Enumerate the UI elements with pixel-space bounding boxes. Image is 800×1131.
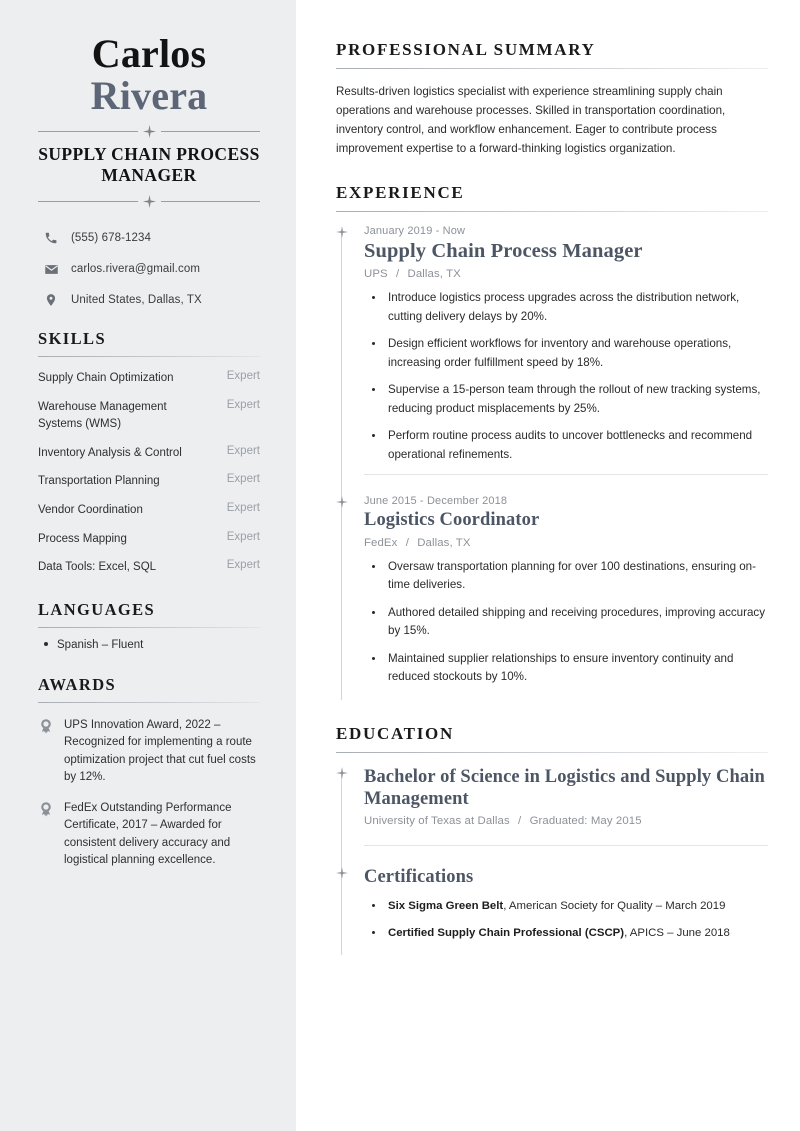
certification-name: Certified Supply Chain Professional (CSCP) bbox=[388, 926, 625, 939]
section-professional-summary bbox=[336, 40, 768, 159]
meta-separator: / bbox=[396, 268, 400, 281]
bullet-item: • Introduce logistics process upgrades across the distribution network, cutting delivery delays by 20%. bbox=[385, 289, 768, 326]
bullet-item: • Oversaw transportation planning for over 100 destinations, ensuring on-time deliveries. bbox=[385, 558, 768, 595]
first-name: Carlos bbox=[91, 31, 207, 76]
skill-name: Data Tools: Excel, SQL bbox=[38, 561, 157, 574]
spacer bbox=[336, 159, 768, 183]
meta-separator: / bbox=[405, 536, 409, 549]
degree-school: University of Texas at Dallas bbox=[364, 815, 510, 828]
skills-list bbox=[38, 370, 260, 575]
name-block bbox=[38, 0, 260, 207]
bullet-item: • Supervise a 15-person team through the rollout of new tracking systems, reducing product misplacements by 25%. bbox=[385, 381, 768, 418]
certification-detail: , American Society for Quality – March 2019 bbox=[503, 899, 726, 912]
award-medal-icon bbox=[38, 718, 54, 734]
certification-detail: , APICS – June 2018 bbox=[624, 926, 730, 939]
language-label: Spanish – Fluent bbox=[57, 638, 144, 651]
skill-item bbox=[38, 445, 260, 462]
education-item-divider bbox=[364, 845, 768, 846]
bullet-item: • Design efficient workflows for inventory and warehouse operations, increasing order fulfillment speed by 18%. bbox=[385, 335, 768, 372]
bullet-dot-icon bbox=[44, 642, 48, 646]
section-education bbox=[336, 724, 768, 955]
contact-item-location[interactable] bbox=[38, 291, 260, 309]
location-value: United States, Dallas, TX bbox=[71, 294, 202, 307]
certifications-list bbox=[364, 897, 768, 943]
spacer bbox=[336, 700, 768, 724]
summary-heading: PROFESSIONAL SUMMARY bbox=[336, 40, 596, 59]
envelope-icon bbox=[42, 260, 60, 278]
headline-job-title: SUPPLY CHAIN PROCESS MANAGER bbox=[38, 143, 260, 186]
summary-heading-rule bbox=[336, 68, 768, 69]
certifications-item bbox=[364, 866, 768, 955]
experience-item bbox=[364, 225, 768, 496]
experience-title: Supply Chain Process Manager bbox=[364, 239, 643, 262]
meta-separator: / bbox=[518, 815, 522, 828]
phone-value: (555) 678-1234 bbox=[71, 232, 152, 245]
timeline-star-icon bbox=[336, 867, 348, 879]
experience-item bbox=[364, 495, 768, 699]
skill-item bbox=[38, 531, 260, 548]
skill-name: Vendor Coordination bbox=[38, 503, 143, 516]
divider-line-right bbox=[161, 131, 261, 132]
section-awards bbox=[38, 675, 260, 870]
skill-level: Expert bbox=[226, 444, 260, 457]
degree-graduated: Graduated: May 2015 bbox=[529, 815, 642, 828]
degree-title: Bachelor of Science in Logistics and Supply Chain Management bbox=[364, 766, 765, 810]
location-pin-icon bbox=[42, 291, 60, 309]
contact-list bbox=[38, 229, 260, 309]
award-text: UPS Innovation Award, 2022 – Recognized for implementing a route optimization project that cut fuel costs by 12%. bbox=[64, 718, 256, 784]
contact-item-phone[interactable] bbox=[38, 229, 260, 247]
skill-level: Expert bbox=[226, 399, 260, 412]
skill-level: Expert bbox=[226, 501, 260, 514]
experience-meta bbox=[364, 537, 768, 549]
certification-name: Six Sigma Green Belt bbox=[388, 899, 504, 912]
skill-name: Warehouse Management Systems (WMS) bbox=[38, 401, 167, 430]
experience-item-divider bbox=[364, 474, 768, 475]
certifications-title: Certifications bbox=[364, 867, 474, 888]
sidebar bbox=[0, 0, 296, 1131]
skill-item bbox=[38, 473, 260, 490]
email-value: carlos.rivera@gmail.com bbox=[71, 263, 201, 276]
award-item bbox=[38, 717, 260, 787]
skill-item bbox=[38, 399, 260, 432]
main-content bbox=[296, 0, 800, 1131]
diamond-star-icon bbox=[143, 125, 156, 138]
skill-name: Supply Chain Optimization bbox=[38, 372, 174, 385]
languages-heading: LANGUAGES bbox=[38, 599, 156, 619]
education-timeline bbox=[336, 766, 768, 955]
award-text: FedEx Outstanding Performance Certificate, 2017 – Awarded for consistent delivery accuracy and logistical planning excellence. bbox=[64, 801, 232, 867]
phone-icon bbox=[42, 229, 60, 247]
experience-timeline bbox=[336, 225, 768, 700]
section-languages bbox=[38, 600, 260, 651]
skills-heading-rule bbox=[38, 356, 260, 357]
skill-name: Process Mapping bbox=[38, 532, 127, 545]
experience-date: January 2019 - Now bbox=[364, 224, 466, 237]
divider-line-left bbox=[38, 201, 138, 202]
languages-heading-rule bbox=[38, 627, 260, 628]
timeline-star-icon bbox=[336, 767, 348, 779]
skill-item bbox=[38, 502, 260, 519]
bullet-item: • Perform routine process audits to uncover bottlenecks and recommend operational refinements. bbox=[385, 427, 768, 464]
certification-item bbox=[385, 924, 768, 942]
experience-title: Logistics Coordinator bbox=[364, 510, 540, 531]
degree-meta bbox=[364, 815, 768, 827]
awards-heading: AWARDS bbox=[38, 674, 117, 694]
award-item bbox=[38, 800, 260, 870]
skill-name: Inventory Analysis & Control bbox=[38, 446, 182, 459]
education-item bbox=[364, 766, 768, 866]
awards-heading-rule bbox=[38, 702, 260, 703]
skill-level: Expert bbox=[226, 473, 260, 486]
section-skills bbox=[38, 329, 260, 575]
language-item bbox=[44, 639, 260, 651]
experience-location: Dallas, TX bbox=[407, 268, 461, 281]
experience-heading: EXPERIENCE bbox=[336, 182, 465, 202]
bullet-item: • Authored detailed shipping and receiving procedures, improving accuracy by 15%. bbox=[385, 604, 768, 641]
diamond-star-icon bbox=[143, 195, 156, 208]
experience-company: UPS bbox=[364, 268, 388, 281]
skill-name: Transportation Planning bbox=[38, 475, 160, 488]
experience-location: Dallas, TX bbox=[417, 536, 471, 549]
award-medal-icon bbox=[38, 801, 54, 817]
experience-date: June 2015 - December 2018 bbox=[364, 495, 508, 508]
skill-item bbox=[38, 370, 260, 387]
contact-item-email[interactable] bbox=[38, 260, 260, 278]
experience-heading-rule bbox=[336, 211, 768, 212]
bullet-item: • Maintained supplier relationships to ensure inventory continuity and reduced stockouts by 10%. bbox=[385, 650, 768, 687]
skill-item bbox=[38, 559, 260, 576]
certification-item bbox=[385, 897, 768, 915]
summary-text: Results-driven logistics specialist with experience streamlining supply chain operations and warehouse processes. Skilled in transportation coordination, inventory control, and workflow enhancement. Eager to contribute process improvement expertise to a forward-thinking logistics organization. bbox=[336, 85, 726, 156]
awards-list bbox=[38, 717, 260, 870]
experience-bullets bbox=[364, 289, 768, 464]
skills-heading: SKILLS bbox=[38, 329, 107, 349]
section-experience bbox=[336, 183, 768, 700]
divider-line-left bbox=[38, 131, 138, 132]
experience-meta bbox=[364, 268, 768, 280]
skill-level: Expert bbox=[226, 370, 260, 383]
divider-line-right bbox=[161, 201, 261, 202]
experience-company: FedEx bbox=[364, 536, 398, 549]
ornament-divider-bottom bbox=[38, 195, 260, 207]
skill-level: Expert bbox=[226, 559, 260, 572]
languages-list bbox=[38, 639, 260, 651]
education-heading: EDUCATION bbox=[336, 723, 454, 743]
experience-bullets bbox=[364, 558, 768, 687]
education-heading-rule bbox=[336, 752, 768, 753]
timeline-star-icon bbox=[336, 496, 348, 508]
last-name: Rivera bbox=[90, 72, 208, 118]
timeline-star-icon bbox=[336, 226, 348, 238]
skill-level: Expert bbox=[226, 530, 260, 543]
ornament-divider-top bbox=[38, 126, 260, 138]
